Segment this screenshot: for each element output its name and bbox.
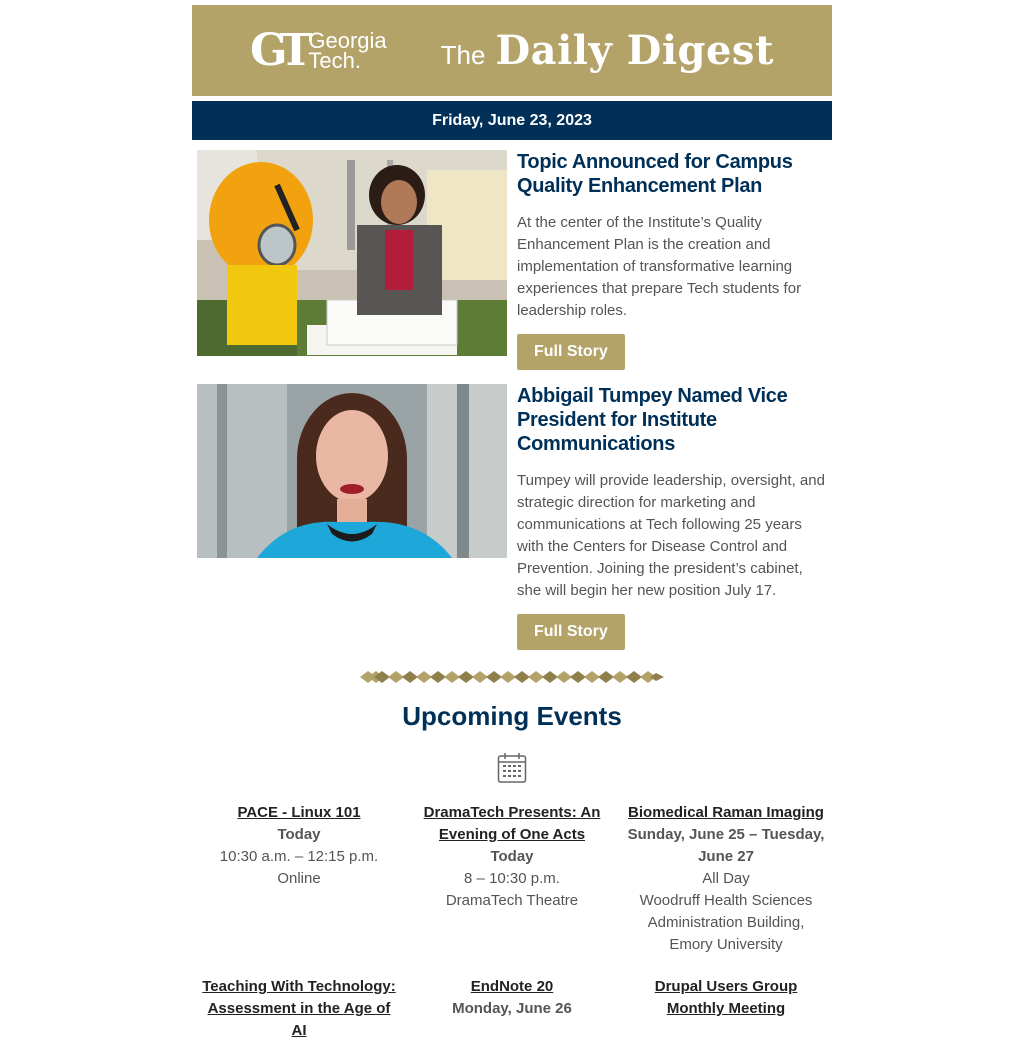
issue-date: Friday, June 23, 2023 — [432, 111, 592, 129]
story-2-title[interactable]: Abbigail Tumpey Named Vice President for Institute Communications — [517, 385, 788, 455]
logo-line-2: Tech. — [308, 47, 361, 73]
event-date: Today — [490, 848, 534, 865]
title-prefix: The — [440, 40, 486, 70]
event-item — [199, 976, 399, 1042]
upcoming-events-heading: Upcoming Events — [402, 701, 622, 731]
event-item — [626, 976, 826, 1020]
logo-line-1: Georgia — [308, 27, 387, 53]
mascot-photo — [197, 150, 507, 356]
gt-logo-mark: GT — [250, 24, 305, 76]
logo-wordmark — [308, 27, 387, 73]
event-location: Online — [277, 870, 321, 887]
event-date: Monday, June 26 — [452, 1000, 572, 1017]
event-time: 10:30 a.m. – 12:15 p.m. — [219, 848, 379, 865]
diamond-divider — [360, 667, 664, 687]
calendar-icon — [497, 752, 527, 784]
newsletter — [192, 5, 832, 1039]
issue-date-bar — [192, 101, 832, 140]
event-time: 8 – 10:30 p.m. — [464, 870, 560, 887]
story-2-text — [517, 384, 827, 650]
story-2-summary: Tumpey will provide leadership, oversight, and strategic direction for marketing and communications at Tech following 25 years with the Centers for Disease Control and Prevention. Joining the president’s cabinet, she will begin her new position July 17. — [517, 472, 825, 599]
story-2-full-story-button[interactable]: Full Story — [517, 614, 625, 650]
event-time: All Day — [702, 870, 750, 887]
event-location: Woodruff Health Sciences Administration Building, Emory University — [639, 892, 813, 953]
story-2 — [197, 384, 827, 654]
story-1-title[interactable]: Topic Announced for Campus Quality Enhancement Plan — [517, 151, 793, 197]
event-item — [412, 802, 612, 912]
event-title[interactable]: Drupal Users Group Monthly Meeting — [654, 978, 798, 1017]
masthead — [192, 5, 832, 96]
event-date: Sunday, June 25 – Tuesday, June 27 — [627, 826, 825, 865]
story-1-text — [517, 150, 827, 370]
digest-title — [441, 27, 774, 74]
title-main: Daily Digest — [495, 27, 774, 74]
story-1-image[interactable] — [197, 150, 507, 356]
event-location: DramaTech Theatre — [445, 892, 579, 909]
portrait-photo — [197, 384, 507, 558]
event-item — [199, 802, 399, 890]
story-2-image[interactable] — [197, 384, 507, 558]
story-1-summary: At the center of the Institute’s Quality Enhancement Plan is the creation and implementation of transformative learning experiences that prepare Tech students for leadership roles. — [517, 214, 802, 319]
event-title[interactable]: PACE - Linux 101 — [237, 804, 361, 821]
event-item — [626, 802, 826, 956]
event-item — [412, 976, 612, 1020]
story-1 — [197, 150, 827, 370]
event-date: Today — [277, 826, 321, 843]
georgia-tech-logo[interactable] — [250, 24, 387, 76]
event-title[interactable]: Biomedical Raman Imaging — [628, 804, 824, 821]
event-title[interactable]: DramaTech Presents: An Evening of One Acts — [423, 804, 601, 843]
event-title[interactable]: EndNote 20 — [470, 978, 554, 995]
story-1-full-story-button[interactable]: Full Story — [517, 334, 625, 370]
event-title[interactable]: Teaching With Technology: Assessment in the Age of AI — [202, 978, 396, 1039]
